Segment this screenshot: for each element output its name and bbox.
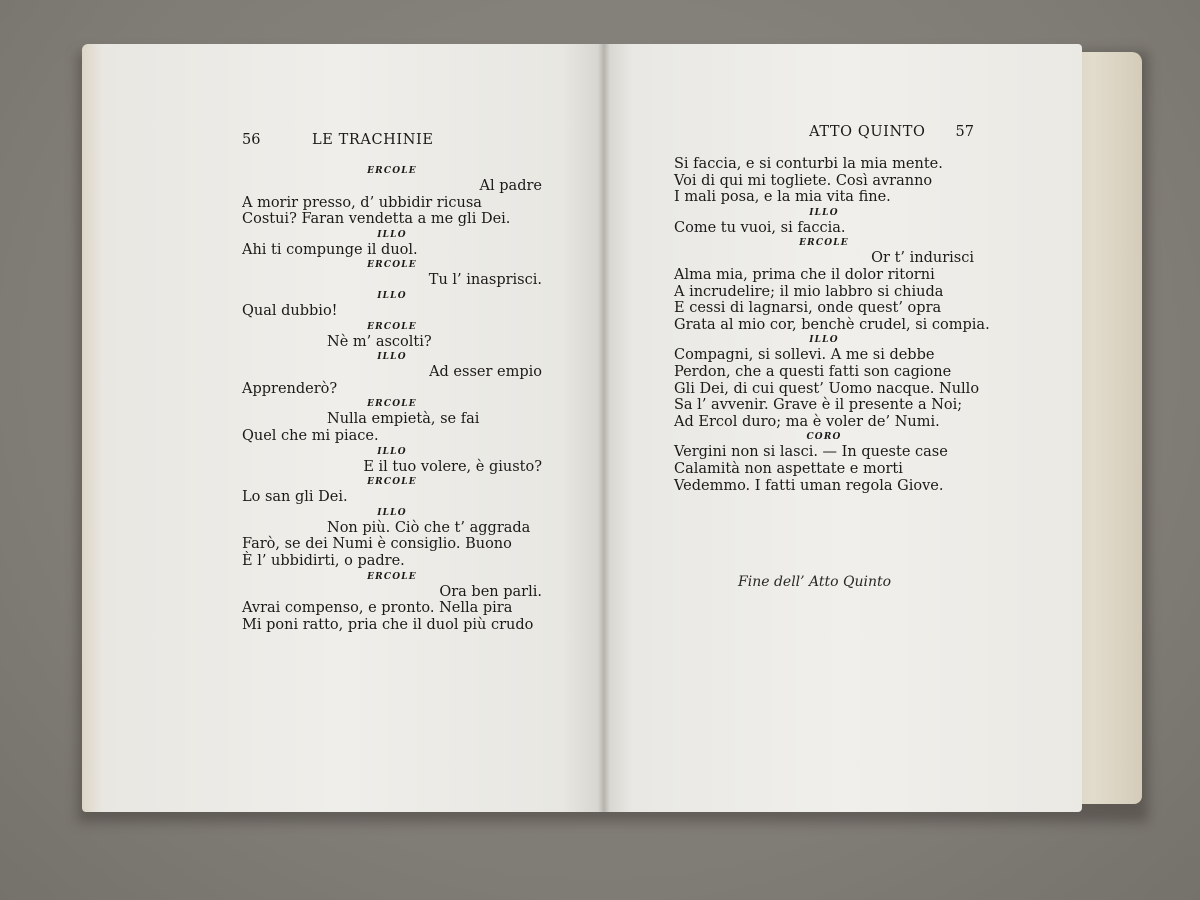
verse-line: Grata al mio cor, benchè crudel, si compia. [674,316,990,333]
verse-line: E il tuo volere, è giusto? [363,458,542,475]
speaker-name: ILLO [377,507,407,518]
verse-line: Nulla empietà, se fai [327,411,480,428]
left-text-block [242,132,542,633]
speaker-name: ILLO [377,352,407,363]
right-page [604,44,1082,812]
verse-line: A incrudelire; il mio labbro si chiuda [674,283,944,300]
verse-line: Qual dubbio! [242,302,338,319]
verse-line: Compagni, si sollevi. A me si debbe [674,347,935,364]
left-page [82,44,604,812]
left-running-head [242,132,542,156]
verse-line: Ahi ti compunge il duol. [242,241,418,258]
verse-line: A morir presso, d’ ubbidir ricusa [242,194,482,211]
right-page-number: 57 [955,124,974,140]
verse-line: Non più. Ciò che t’ aggrada [327,519,531,536]
verse-line: Alma mia, prima che il dolor ritorni [674,266,935,283]
verse-line: Ad esser empio [429,364,542,381]
verse-line: I mali posa, e la mia vita fine. [674,189,891,206]
verse-line: Voi di qui mi togliete. Così avranno [674,172,933,189]
left-running-title: LE TRACHINIE [312,132,434,148]
verse-line: Nè m’ ascolti? [327,333,432,350]
verse-line: È l’ ubbidirti, o padre. [242,552,405,569]
verse-line: Gli Dei, di cui quest’ Uomo nacque. Nullo [674,380,980,397]
speaker-name: ERCOLE [367,399,417,410]
verse-line: Calamità non aspettate e morti [674,460,903,477]
left-verse-lines [242,164,542,633]
speaker-name: ILLO [377,290,407,301]
speaker-name: ILLO [809,207,839,218]
verse-line: Si faccia, e si conturbi la mia mente. [674,156,943,172]
verse-line: Farò, se dei Numi è consiglio. Buono [242,536,512,553]
speaker-name: ILLO [377,229,407,240]
verse-line: Or t’ indurisci [871,250,974,267]
verse-line: Mi poni ratto, pria che il duol più crudo [242,616,534,633]
verse-line: Vedemmo. I fatti uman regola Giove. [674,477,944,494]
right-running-head [674,124,974,148]
verse-line: Quel che mi piace. [242,427,379,444]
speaker-name: ERCOLE [367,166,417,176]
verse-line: Costui? Faran vendetta a me gli Dei. [242,211,511,228]
speaker-name: ERCOLE [367,571,417,582]
right-text-block [674,124,990,494]
verse-line: Avrai compenso, e pronto. Nella pira [242,600,513,617]
verse-line: Ora ben parli. [439,583,542,600]
left-page-number: 56 [242,132,261,148]
speaker-name: ILLO [809,335,839,346]
speaker-name: ERCOLE [367,477,417,488]
verse-line: Perdon, che a questi fatti son cagione [674,363,952,380]
verse-line: Apprenderò? [242,380,338,397]
speaker-name: ILLO [377,446,407,457]
verse-line: Al padre [479,178,542,194]
speaker-name: ERCOLE [367,321,417,332]
verse-line: Lo san gli Dei. [242,489,348,506]
verse-line: Ad Ercol duro; ma è voler de’ Numi. [674,413,940,430]
verse-line: Come tu vuoi, si faccia. [674,219,846,236]
speaker-name: CORO [806,432,842,443]
right-running-title: ATTO QUINTO [809,124,926,140]
act-closing-line: Fine dell’ Atto Quinto [738,574,892,590]
verse-line: Vergini non si lasci. — In queste case [674,444,948,461]
verse-line: E cessi di lagnarsi, onde quest’ opra [674,300,942,317]
right-verse-lines [674,156,990,494]
speaker-name: ERCOLE [799,238,849,249]
book-gutter [598,44,610,812]
speaker-name: ERCOLE [367,260,417,271]
verse-line: Sa l’ avvenir. Grave è il presente a Noi; [674,397,963,414]
verse-line: Tu l’ inasprisci. [428,272,542,289]
